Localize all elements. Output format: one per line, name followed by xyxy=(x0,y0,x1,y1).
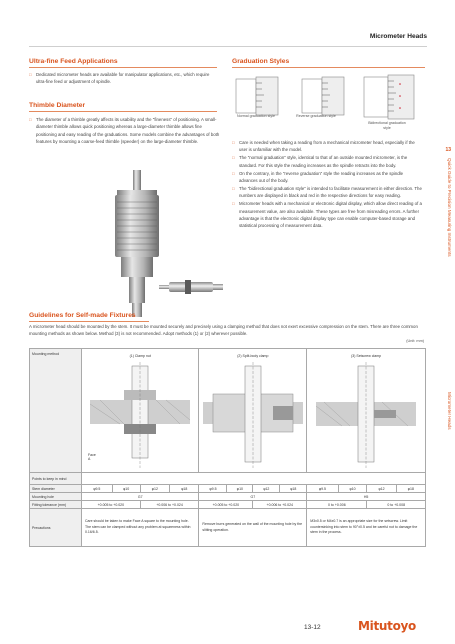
bullet-text: □ Care is needed when taking a reading from a mechanical micrometer head, especially if the user is unfamiliar with the model. xyxy=(232,139,422,154)
table-row xyxy=(30,485,426,493)
precautions-label: Precautions xyxy=(30,509,82,547)
side-guide-label: Quick Guide to Precision Measuring Instruments xyxy=(447,158,452,257)
precaution-cell: Remove burrs generated on the wall of the mounting hole by the slitting operation. xyxy=(199,509,307,547)
section-title-ultra-fine: Ultra-fine Feed Applications xyxy=(29,58,217,65)
stem-cell: φ12 xyxy=(367,485,396,493)
bullet-text: □ The "normal graduation" style, identical to that of an outside mounted micrometer, is the standard. For this style the reading increases as the spindle retracts into the body. xyxy=(232,154,422,169)
micrometer-head-illustration xyxy=(95,170,225,320)
method-3-cell xyxy=(307,349,426,473)
stem-cell: φ10 xyxy=(227,485,253,493)
stem-cell: φ10 xyxy=(338,485,367,493)
method-3-title: (3) Setscrew clamp xyxy=(351,354,382,358)
clamp-nut-diagram xyxy=(90,362,190,470)
stem-cell: φ18 xyxy=(170,485,199,493)
fixtures-intro: A micrometer head should be mounted by the stem. It must be mounted securely and precisely using a clamping method that does not exert excessive compression on the stem. There are three common mounting methods as shown below. Method (3) is not recommended. Adopt methods (1) or (2) wherever possible. xyxy=(29,324,418,337)
table-row xyxy=(30,509,426,547)
section-title-thimble: Thimble Diameter xyxy=(29,102,217,109)
ultra-fine-bullets xyxy=(29,71,219,86)
fit-cell: +0.006 to +0.024 xyxy=(253,501,307,509)
mounting-methods-table xyxy=(29,348,426,547)
thimble-bullets xyxy=(29,116,221,146)
brand-logo: Mitutoyo xyxy=(358,619,416,633)
method-1-cell xyxy=(82,349,199,473)
graduation-label-reverse: Reverse graduation style xyxy=(296,114,336,118)
split-body-clamp-diagram xyxy=(203,362,303,470)
stem-cell: φ9.5 xyxy=(82,485,113,493)
fit-cell: +0.006 to +0.024 xyxy=(140,501,199,509)
bullet-text: □ The "bidirectional graduation style" is intended to facilitate measurement in either direction. The numbers are displayed in black and red in the respective directions for easy reading. xyxy=(232,185,422,200)
hole-cell: G7 xyxy=(82,493,199,501)
table-row xyxy=(30,473,426,485)
bullet-text: □ The diameter of a thimble greatly affects its usability and the "fineness" of positioning. A small-diameter thimble allows quick positioning whereas a large-diameter thimble allows fine positioning and easy reading of the graduations. Some models combine the advantages of both features by mounting a coarse-feed thimble (speeder) on the large-diameter thimble. xyxy=(29,116,221,146)
fit-cell: +0.005 to +0.020 xyxy=(82,501,141,509)
points-text: Points to keep in mind xyxy=(32,476,67,481)
page-number: 13-12 xyxy=(304,624,321,631)
bullet-text: □ On the contrary, in the "reverse graduation" style the reading increases as the spindle advances out of the body. xyxy=(232,170,422,185)
precaution-cell: M3x0.5 or M4x0.7 is an appropriate size for the setscrew. Limit countersinking into stem to 90°±0.5 and be careful not to damage the stem in the process. xyxy=(307,509,426,547)
graduation-bullets xyxy=(232,139,422,230)
stem-cell: φ12 xyxy=(253,485,280,493)
table-row xyxy=(30,501,426,509)
face-a-label: Face A xyxy=(88,453,96,461)
graduation-label-normal: Normal graduation style xyxy=(237,114,275,118)
header-rule xyxy=(29,46,427,47)
unit-note: (Unit: mm) xyxy=(406,339,424,343)
stem-cell: φ12 xyxy=(140,485,169,493)
fitting-tolerance-label: Fitting tolerance (mm) xyxy=(30,501,82,509)
section-title-fixtures: Guidelines for Self-made Fixtures xyxy=(29,312,149,319)
graduation-label-bidirectional: Bidirectional graduation style xyxy=(368,121,406,130)
side-section-label: Micrometer Heads xyxy=(447,392,452,430)
fit-cell: 0 to +0.006 xyxy=(307,501,367,509)
table-row xyxy=(30,493,426,501)
points-label xyxy=(30,453,96,485)
stem-diameter-label: Stem diameter xyxy=(30,485,82,493)
hole-cell: G7 xyxy=(199,493,307,501)
hole-cell: H5 xyxy=(307,493,426,501)
method-2-title: (2) Split-body clamp xyxy=(237,354,269,358)
setscrew-clamp-diagram xyxy=(316,362,416,470)
bullet-text: □ Dedicated micrometer heads are available for manipulator applications, etc., which require ultra-fine feed or adjustment of spindle. xyxy=(29,71,219,86)
stem-cell: φ18 xyxy=(396,485,425,493)
bullet-text: □ Micrometer heads with a mechanical or electronic digital display, which allow direct reading of a measurement value, are also available. These types are free from misreading errors. A further advantage is that the electronic digital display type can enable computer-based storage and statistical processing of measurement data. xyxy=(232,200,422,230)
method-1-title: (1) Clamp nut xyxy=(129,354,151,358)
page-header-title: Micrometer Heads xyxy=(369,33,427,40)
stem-cell: φ18 xyxy=(280,485,307,493)
precaution-cell: Care should be taken to make Face A square to the mounting hole. The stem can be clamped without any problem at squareness within 0.16/6.5. xyxy=(82,509,199,547)
stem-cell: φ9.5 xyxy=(199,485,227,493)
fit-cell: 0 to +0.008 xyxy=(367,501,426,509)
mounting-method-text: Mounting method xyxy=(32,352,60,356)
mounting-method-label xyxy=(30,349,82,473)
points-spacer xyxy=(82,473,426,485)
section-title-graduation: Graduation Styles xyxy=(232,58,425,65)
fit-cell: +0.005 to +0.020 xyxy=(199,501,253,509)
stem-cell: φ10 xyxy=(112,485,140,493)
mounting-hole-label: Mounting hole xyxy=(30,493,82,501)
method-2-cell xyxy=(199,349,307,473)
stem-cell: φ9.5 xyxy=(307,485,338,493)
side-chapter-number: 13 xyxy=(445,147,451,153)
